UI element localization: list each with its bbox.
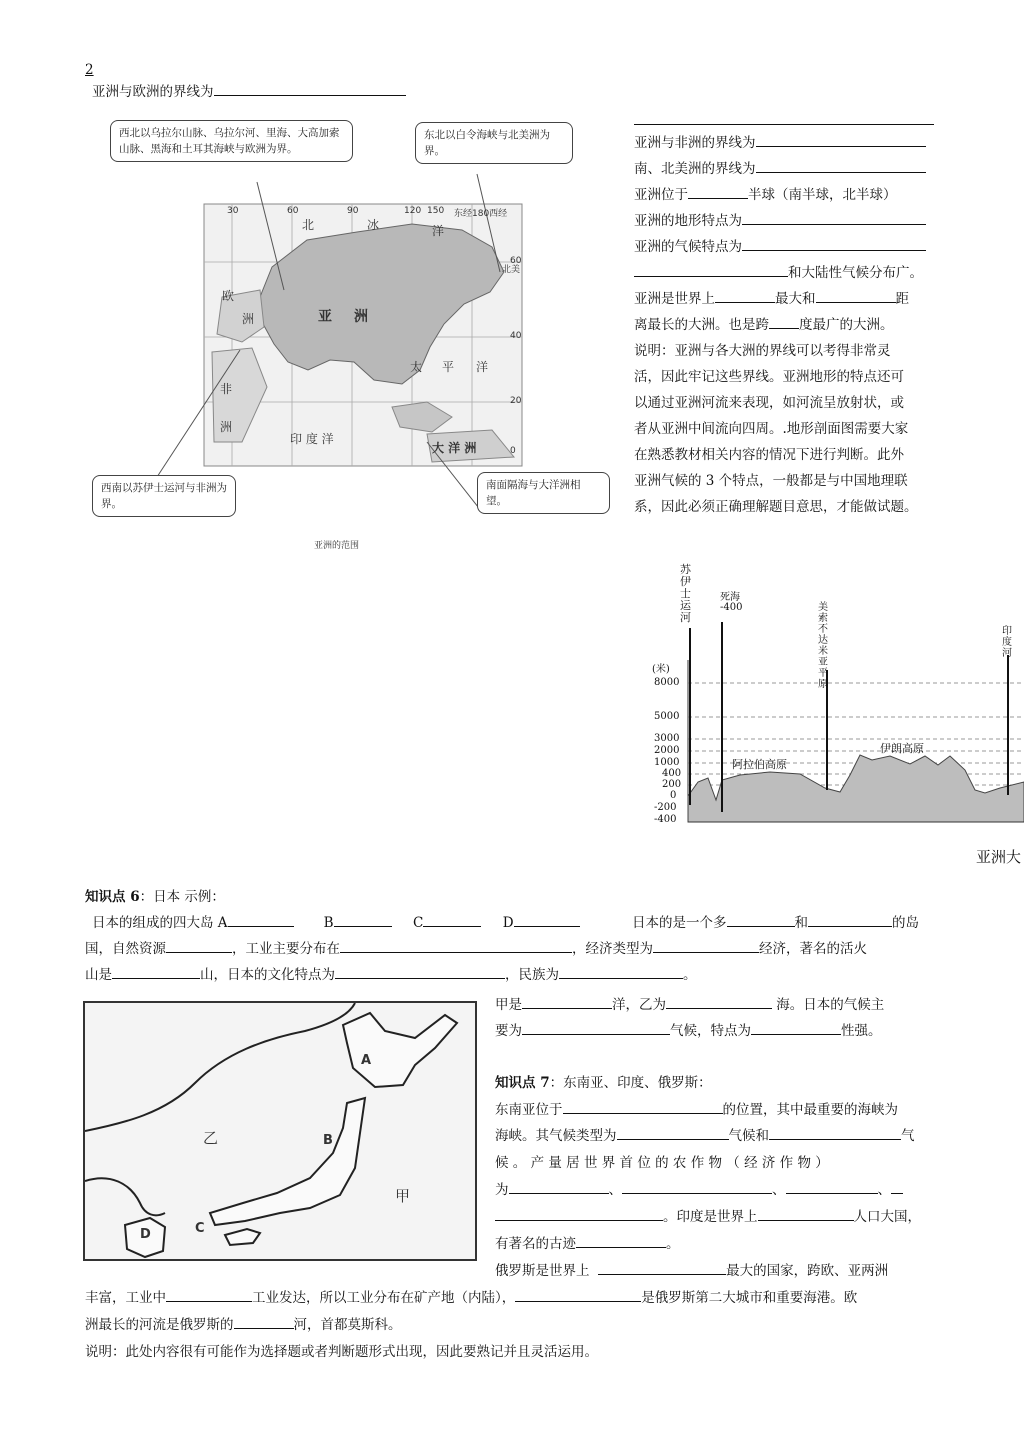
blank[interactable] [715, 288, 775, 303]
note-box-south: 南面隔海与大洋洲相望。 [477, 472, 610, 514]
kp7-title-rest: ：东南亚、印度、俄罗斯： [549, 1075, 712, 1091]
text: 海。日本的气候主 [776, 997, 885, 1013]
text: 气 [901, 1128, 915, 1144]
map-label: 非 [220, 382, 233, 396]
blank[interactable] [634, 262, 788, 277]
blank[interactable] [514, 912, 580, 927]
map-label: 冰 [367, 218, 380, 232]
text: 气候，特点为 [670, 1023, 751, 1039]
y-tick: 5000 [654, 711, 680, 722]
blank[interactable] [234, 1314, 294, 1329]
lat-tick: 0 [510, 446, 516, 456]
text: D [502, 915, 514, 931]
kp7-line1 [495, 1097, 898, 1123]
japan-label-b: B [323, 1133, 333, 1148]
map-label: 北 [302, 218, 315, 232]
blank[interactable] [495, 1206, 663, 1221]
blank[interactable] [653, 938, 759, 953]
lon-tick: 30 [227, 206, 239, 216]
kp6-line3 [85, 962, 697, 988]
text: 要为 [495, 1023, 522, 1039]
japan-map [83, 1001, 477, 1261]
kp7-line9 [85, 1312, 402, 1338]
text: 亚洲是世界上 [634, 291, 715, 307]
blank[interactable] [666, 994, 772, 1009]
japan-label-yi: 乙 [203, 1129, 219, 1147]
right-column [634, 108, 944, 520]
text: 距 [895, 291, 909, 307]
text: 日本的是一个多 [632, 915, 727, 931]
blank[interactable] [112, 964, 200, 979]
blank[interactable] [515, 1287, 641, 1302]
asia-map [92, 112, 612, 552]
lat-tick: 60 [510, 256, 522, 266]
note-box-northwest: 西北以乌拉尔山脉、乌拉尔河、里海、大高加索山脉、黑海和土耳其海峡与欧洲为界。 [110, 120, 353, 162]
note-line: 说明：亚洲与各大洲的界线可以考得非常灵 [634, 343, 891, 359]
kp6-line4 [495, 992, 884, 1018]
blank[interactable] [634, 110, 934, 125]
map-label: 亚 [318, 309, 332, 325]
japan-label-a: A [361, 1053, 372, 1068]
text: 和大陆性气候分布广。 [788, 265, 923, 281]
blank[interactable] [228, 912, 294, 927]
text: 性强。 [841, 1023, 882, 1039]
blank[interactable] [522, 1020, 670, 1035]
lon-tick: 90 [347, 206, 359, 216]
blank[interactable] [335, 964, 505, 979]
text: 亚洲与非洲的界线为 [634, 135, 756, 151]
text: 国，自然资源 [85, 941, 166, 957]
blank[interactable] [891, 1179, 903, 1194]
profile-svg [640, 560, 1024, 830]
note-line: 以通过亚洲河流来表现，如河流呈放射状，或 [634, 395, 904, 411]
japan-label-c: C [195, 1221, 205, 1236]
text: 亚洲位于 [634, 187, 688, 203]
blank[interactable] [617, 1125, 729, 1140]
text: 、 [877, 1182, 891, 1198]
text: 。印度是世界上 [663, 1209, 758, 1225]
kp6-line1b [632, 910, 919, 936]
blank[interactable] [769, 1125, 901, 1140]
kp7-title: 知识点 7 [495, 1075, 550, 1091]
text: 洋，乙为 [612, 997, 666, 1013]
text: 最大的国家，跨欧、亚两洲 [726, 1263, 889, 1279]
y-tick: 0 [670, 790, 677, 801]
y-tick: 8000 [654, 677, 680, 688]
text: 日本的组成的四大岛 A [92, 915, 228, 931]
marker-indus: 印度河 [1002, 626, 1012, 659]
marker-deadsea: 死海 [720, 592, 740, 603]
blank[interactable] [808, 912, 892, 927]
text: 半球（南半球，北半球） [748, 187, 897, 203]
map-label: 欧 [222, 289, 235, 303]
text: 是俄罗斯第二大城市和重要海港。欧 [641, 1290, 858, 1306]
y-tick: 400 [662, 768, 682, 779]
kp6-line5 [495, 1018, 882, 1044]
kp7-heading [495, 1070, 712, 1096]
text: 度最广的大洲。 [799, 317, 894, 333]
asia-europe-label: 亚洲与欧洲的界线为 [92, 84, 214, 100]
map-label: 洲 [354, 309, 368, 325]
blank[interactable] [214, 81, 406, 96]
blank[interactable] [622, 1179, 772, 1194]
marker-mesopotamia: 美索不达米亚平原 [818, 602, 828, 690]
kp7-line8 [85, 1285, 857, 1311]
blank[interactable] [576, 1233, 666, 1248]
y-tick: 1000 [654, 757, 680, 768]
text: 丰富，工业中 [85, 1290, 166, 1306]
marker-deadsea-value: -400 [720, 602, 743, 613]
blank[interactable] [334, 912, 392, 927]
blank[interactable] [756, 132, 926, 147]
text: 甲是 [495, 997, 522, 1013]
blank[interactable] [166, 1287, 252, 1302]
y-tick: 2000 [654, 745, 680, 756]
kp7-line2 [495, 1123, 915, 1149]
kp6-line1 [92, 910, 580, 936]
japan-label-d: D [140, 1227, 151, 1242]
kp6-heading [85, 884, 225, 910]
map-label: 太 [410, 360, 423, 374]
y-tick: 3000 [654, 733, 680, 744]
text: 为 [495, 1182, 509, 1198]
lon-tick: 120 [404, 206, 422, 216]
text: 东南亚位于 [495, 1102, 563, 1118]
note-box-southwest: 西南以苏伊士运河与非洲为界。 [92, 475, 236, 517]
text: 离最长的大洲。也是跨 [634, 317, 769, 333]
note-line: 系，因此必须正确理解题目意思，才能做试题。 [634, 499, 918, 515]
kp7-note: 说明：此处内容很有可能作为选择题或者判断题形式出现，因此要熟记并且灵活运用。 [85, 1344, 598, 1360]
terrain-profile [640, 560, 1024, 870]
lat-tick: 20 [510, 396, 522, 406]
text: 山是 [85, 967, 112, 983]
text: 工业发达，所以工业分布在矿产地（内陆）， [252, 1290, 516, 1306]
map-label: 平 [442, 360, 455, 374]
blank[interactable] [769, 314, 799, 329]
blank[interactable] [166, 938, 232, 953]
note-line: 亚洲气候的 3 个特点，一般都是与中国地理联 [634, 473, 908, 489]
blank[interactable] [786, 1179, 878, 1194]
lon-tick: 60 [287, 206, 299, 216]
profile-caption: 亚洲大 [976, 848, 1022, 866]
text: ，工业主要分布在 [232, 941, 340, 957]
kp7-line5 [495, 1204, 921, 1230]
text: 最大和 [775, 291, 816, 307]
text: 的岛 [892, 915, 919, 931]
blank[interactable] [423, 912, 481, 927]
blank[interactable] [559, 964, 683, 979]
map-label: 大 洋 洲 [432, 441, 477, 455]
kp6-line2 [85, 936, 867, 962]
y-tick: 200 [662, 779, 682, 790]
note-line: 者从亚洲中间流向四周。.地形剖面图需要大家 [634, 421, 909, 437]
kp7-line6 [495, 1231, 680, 1257]
area-iran: 伊朗高原 [880, 742, 924, 755]
note-box-northeast: 东北以白令海峡与北美洲为界。 [415, 122, 573, 164]
text: ，经济类型为 [572, 941, 653, 957]
kp6-title: 知识点 6 [85, 889, 140, 905]
text: 经济，著名的活火 [759, 941, 867, 957]
text: 、 [608, 1182, 622, 1198]
text: B [323, 915, 334, 931]
kp7-line3: 候 。 产 量 居 世 界 首 位 的 农 作 物 （ 经 济 作 物 ） [495, 1155, 829, 1171]
text: 洲最长的河流是俄罗斯的 [85, 1317, 234, 1333]
blank[interactable] [509, 1179, 609, 1194]
asia-europe-line [92, 79, 406, 105]
area-arabia: 阿拉伯高原 [732, 758, 787, 771]
lon-tick: 东经180西经 [454, 209, 508, 219]
blank[interactable] [816, 288, 896, 303]
blank[interactable] [758, 1206, 854, 1221]
blank[interactable] [742, 210, 926, 225]
blank[interactable] [742, 236, 926, 251]
note-line: 在熟悉教材相关内容的情况下进行判断。此外 [634, 447, 904, 463]
text: 南、北美洲的界线为 [634, 161, 756, 177]
blank[interactable] [756, 158, 926, 173]
text: 的位置，其中最重要的海峡为 [722, 1102, 898, 1118]
blank[interactable] [727, 912, 795, 927]
text: 气候和 [728, 1128, 769, 1144]
blank[interactable] [688, 184, 748, 199]
marker-suez: 苏伊士运河 [680, 563, 691, 624]
japan-map-svg [85, 1003, 475, 1259]
text: 、 [772, 1182, 786, 1198]
page-number: 2 [85, 62, 94, 78]
text: 。 [666, 1236, 680, 1252]
text: 和 [794, 915, 808, 931]
text: 。 [683, 967, 697, 983]
japan-label-jia: 甲 [395, 1187, 411, 1205]
text: ，民族为 [505, 967, 559, 983]
map-caption: 亚洲的范围 [314, 541, 360, 551]
text: 山，日本的文化特点为 [200, 967, 335, 983]
text: 亚洲的地形特点为 [634, 213, 742, 229]
blank[interactable] [563, 1099, 723, 1114]
y-tick: -400 [654, 814, 677, 825]
map-label: 北美 [502, 265, 521, 275]
map-label: 洋 [476, 360, 489, 374]
blank[interactable] [340, 938, 572, 953]
map-label: 洲 [220, 420, 233, 434]
kp6-title-rest: ：日本 示例： [139, 889, 225, 905]
text: 有著名的古迹 [495, 1236, 576, 1252]
map-label: 印 度 洋 [290, 432, 334, 446]
map-label: 洲 [242, 312, 255, 326]
text: 海峡。其气候类型为 [495, 1128, 617, 1144]
text: 人口大国， [853, 1209, 921, 1225]
blank[interactable] [751, 1020, 841, 1035]
kp7-line4 [495, 1177, 903, 1203]
text: 亚洲的气候特点为 [634, 239, 742, 255]
note-line: 活，因此牢记这些界线。亚洲地形的特点还可 [634, 369, 904, 385]
kp7-line7 [495, 1258, 888, 1284]
text: 俄罗斯是世界上 [495, 1263, 590, 1279]
y-unit: (米) [652, 664, 670, 675]
map-label: 洋 [432, 224, 445, 238]
lat-tick: 40 [510, 331, 522, 341]
text: 河，首都莫斯科。 [293, 1317, 402, 1333]
blank[interactable] [598, 1260, 726, 1275]
y-tick: -200 [654, 802, 677, 813]
text: C [412, 915, 424, 931]
lon-tick: 150 [427, 206, 445, 216]
blank[interactable] [522, 994, 612, 1009]
